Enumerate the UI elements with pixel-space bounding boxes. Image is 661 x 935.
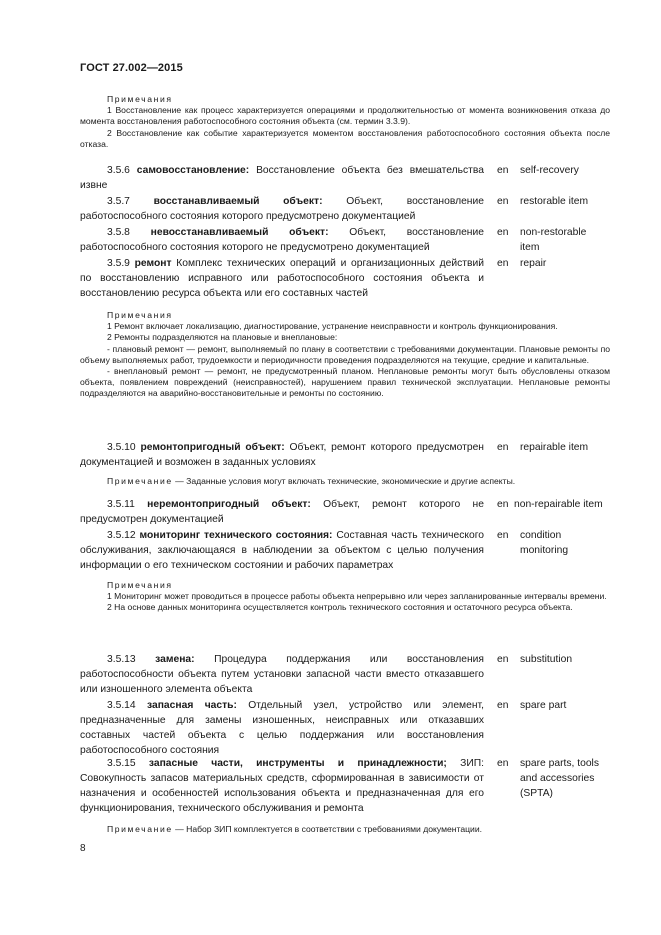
english-term: spare parts, tools and accessories (SPTA) xyxy=(520,758,599,799)
english-term: condition monitoring xyxy=(520,530,569,556)
note-item: 2 На основе данных мониторинга осуществляется контроль технического состояния и остаточного ресурса объекта. xyxy=(107,602,573,613)
term-number: 3.5.15 xyxy=(107,758,136,769)
lang-code: en xyxy=(497,196,509,207)
lang-code: en xyxy=(497,654,509,665)
term-definition: ЗИП: Совокупность запасов материальных средств, сформированная в зависимости от назначения и особенностей использования объекта и предназначенная для его функционирования, технического обслуживания и ремонта xyxy=(80,758,484,814)
term-name: мониторинг технического состояния: xyxy=(139,530,333,541)
lang-code: en xyxy=(497,442,509,453)
term-name: ремонтопригодный объект: xyxy=(140,442,285,453)
term-3-5-14 xyxy=(80,698,484,758)
note-label: Примечание xyxy=(107,824,173,834)
lang-code: en xyxy=(497,700,509,711)
lang-code: en xyxy=(497,530,509,541)
term-definition: Объект, ремонт которого предусмотрен документацией и возможен в заданных условиях xyxy=(80,442,484,468)
notes-restoration xyxy=(80,94,610,150)
note-text: — Заданные условия могут включать технические, экономические и другие аспекты. xyxy=(175,476,516,486)
term-definition: Восстановление объекта без вмешательства извне xyxy=(80,165,484,191)
term-number: 3.5.6 xyxy=(107,165,130,176)
term-number: 3.5.8 xyxy=(107,227,130,238)
notes-label: Примечания xyxy=(107,580,173,590)
english-term: substitution xyxy=(520,654,573,665)
term-3-5-11 xyxy=(80,497,484,527)
english-term: non-restorable item xyxy=(520,227,587,253)
lang-code: en xyxy=(497,499,509,510)
lang-code: en xyxy=(497,227,509,238)
term-name: ремонт xyxy=(134,258,172,269)
term-3-5-14-english xyxy=(497,698,567,713)
term-definition: Объект, восстановление работоспособного состояния которого предусмотрено документацией xyxy=(80,196,484,222)
term-name: неремонтопригодный объект: xyxy=(147,499,311,510)
note-item: 1 Ремонт включает локализацию, диагностирование, устранение неисправности и контроль функционирования. xyxy=(107,321,558,332)
term-number: 3.5.12 xyxy=(107,530,136,541)
term-definition: Отдельный узел, устройство или элемент, предназначенные для замены изношенных, неисправных или отказавших составных частей объекта с целью поддержания или восстановления работоспособного состояния xyxy=(80,700,484,756)
term-number: 3.5.10 xyxy=(107,442,136,453)
term-3-5-8 xyxy=(80,225,484,255)
term-3-5-13 xyxy=(80,652,484,697)
term-name: самовосстановление: xyxy=(136,165,250,176)
term-number: 3.5.7 xyxy=(107,196,130,207)
term-3-5-9 xyxy=(80,256,484,301)
notes-label: Примечания xyxy=(107,310,173,320)
english-term: non-repairable item xyxy=(514,499,603,510)
term-definition: Составная часть технического обслуживания, заключающаяся в наблюдении за объектом с целью получения информации о его техническом состоянии и рабочих параметрах xyxy=(80,530,484,571)
term-name: восстанавливаемый объект: xyxy=(153,196,323,207)
term-name: запасные части, инструменты и принадлежности; xyxy=(148,758,447,769)
note-label: Примечание xyxy=(107,476,173,486)
term-definition: Комплекс технических операций и организационных действий по восстановлению исправного или работоспособного состояния объекта и восстановлению ресурса объекта или его составных частей xyxy=(80,258,484,299)
notes-repair xyxy=(80,310,610,400)
term-3-5-7 xyxy=(80,194,484,224)
term-number: 3.5.11 xyxy=(107,499,135,510)
note-item: 2 Ремонты подразделяются на плановые и внеплановые: xyxy=(107,332,338,343)
term-number: 3.5.14 xyxy=(107,700,136,711)
english-term: spare part xyxy=(520,700,567,711)
english-term: repair xyxy=(520,258,547,269)
term-number: 3.5.9 xyxy=(107,258,130,269)
english-term: restorable item xyxy=(520,196,589,207)
note-item: 2 Восстановление как событие характеризуется моментом восстановления работоспособного состояния объекта после отказа. xyxy=(80,127,610,149)
term-3-5-6-english xyxy=(497,163,579,178)
term-number: 3.5.13 xyxy=(107,654,136,665)
term-3-5-8-english xyxy=(497,225,587,253)
note-item: 1 Мониторинг может проводиться в процессе работы объекта непрерывно или через запланированные интервалы времени. xyxy=(107,591,607,602)
note-item: - плановый ремонт — ремонт, выполняемый по плану в соответствии с требованиями документации. Плановые ремонты по объему выполняемых работ, трудоемкости и периодичности проведения подразделяются на текущие, средние и капитальные. xyxy=(80,343,610,365)
lang-code: en xyxy=(497,758,509,769)
term-3-5-13-english xyxy=(497,652,573,667)
note-spta xyxy=(80,824,610,835)
lang-code: en xyxy=(497,165,509,176)
note-text: — Набор ЗИП комплектуется в соответствии с требованиями документации. xyxy=(175,824,483,834)
term-definition: Объект, восстановление работоспособного состояния которого не предусмотрено документацией xyxy=(80,227,484,253)
term-3-5-11-english xyxy=(497,497,603,512)
term-3-5-10-english xyxy=(497,440,589,455)
english-term: repairable item xyxy=(520,442,589,453)
term-3-5-9-english xyxy=(497,256,547,271)
term-name: невосстанавливаемый объект: xyxy=(150,227,329,238)
term-3-5-15 xyxy=(80,756,484,816)
term-3-5-7-english xyxy=(497,194,589,209)
note-item: - внеплановый ремонт — ремонт, не предусмотренный планом. Неплановые ремонты могут быть обусловлены отказом объекта, появлением повреждений (неисправностей), нарушением правил технической эксплуатации. Неплановые ремонты подразделяются на аварийно-восстановительные и ремонты по состоянию. xyxy=(80,366,610,399)
term-3-5-10 xyxy=(80,440,484,470)
term-definition: Процедура поддержания или восстановления работоспособности объекта путем установки запасной части вместо отказавшего или изношенного элемента объекта xyxy=(80,654,484,695)
lang-code: en xyxy=(497,258,509,269)
term-3-5-6 xyxy=(80,163,484,193)
term-3-5-12-english xyxy=(497,528,569,556)
note-conditions xyxy=(80,476,610,487)
term-definition: Объект, ремонт которого не предусмотрен документацией xyxy=(80,499,484,525)
page-number: 8 xyxy=(80,843,86,854)
term-3-5-15-english xyxy=(497,756,599,799)
note-item: 1 Восстановление как процесс характеризуется операциями и продолжительностью от момента возникновения отказа до момента восстановления работоспособного состояния объекта (см. термин 3.3.9). xyxy=(80,105,610,127)
document-header: ГОСТ 27.002—2015 xyxy=(80,62,183,74)
notes-monitoring xyxy=(80,580,610,614)
english-term: self-recovery xyxy=(520,165,579,176)
term-3-5-12 xyxy=(80,528,484,573)
notes-label: Примечания xyxy=(107,94,173,104)
term-name: замена: xyxy=(155,654,195,665)
term-name: запасная часть: xyxy=(147,700,237,711)
